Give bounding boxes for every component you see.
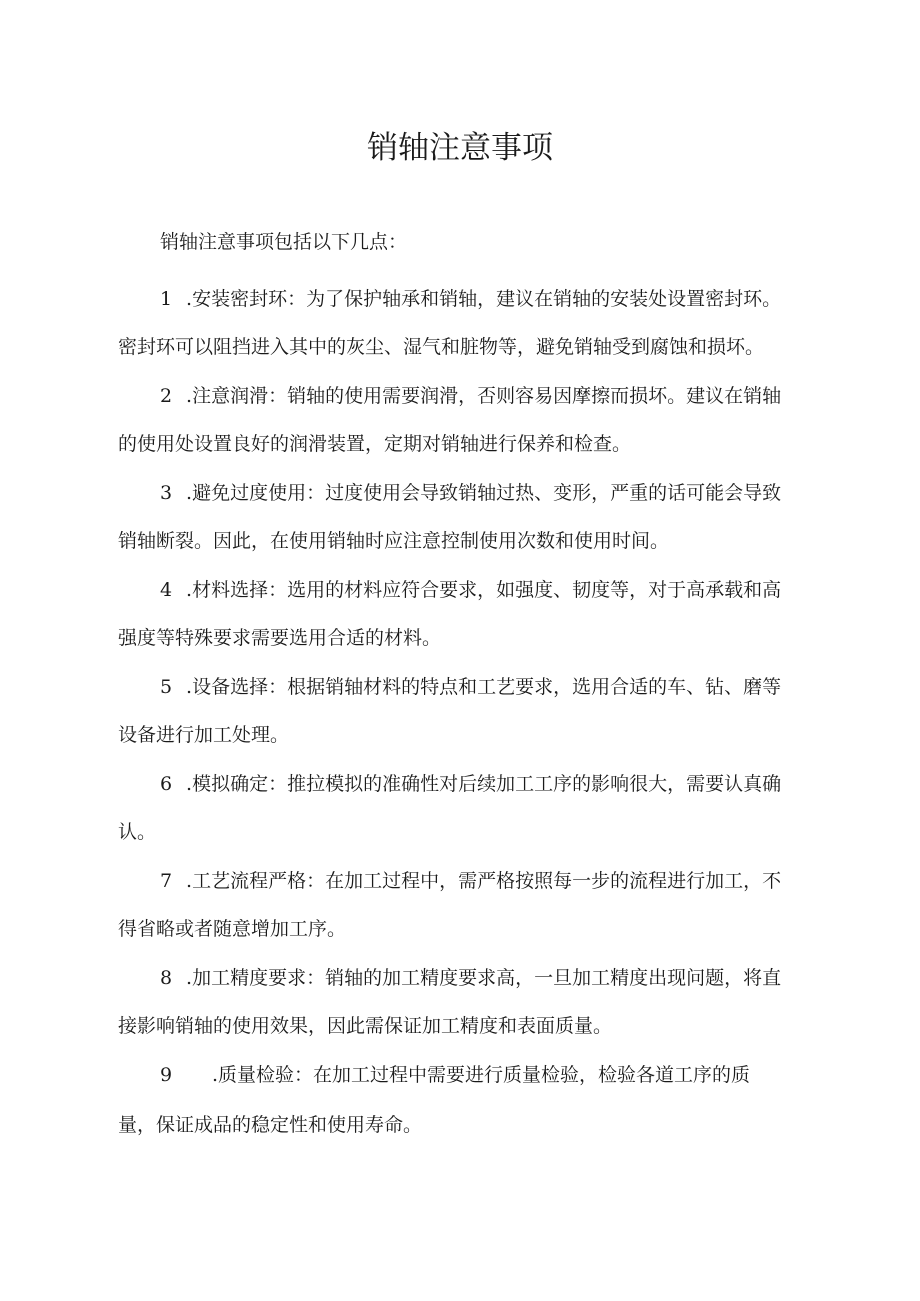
item-text-line-2: 密封环可以阻挡进入其中的灰尘、湿气和脏物等，避免销轴受到腐蚀和损坏。 (118, 336, 765, 358)
item-text-line-2: 得省略或者随意增加工序。 (118, 918, 347, 940)
item-text-line-1: .加工精度要求：销轴的加工精度要求高，一旦加工精度出现问题，将直 (186, 967, 782, 989)
item-text-line-1: .工艺流程严格：在加工过程中，需严格按照每一步的流程进行加工，不 (186, 870, 782, 892)
item-number: 3 (160, 482, 173, 504)
item-number: 2 (160, 385, 173, 407)
item-number: 9 (160, 1064, 173, 1086)
list-item-8 (118, 954, 818, 1050)
item-text-line-2: 销轴断裂。因此，在使用销轴时应注意控制使用次数和使用时间。 (118, 530, 670, 552)
item-text-line-2: 认。 (118, 821, 157, 843)
item-text-line-2: 强度等特殊要求需要选用合适的材料。 (118, 627, 442, 649)
item-text-line-1: .模拟确定：推拉模拟的准确性对后续加工工序的影响很大，需要认真确 (186, 773, 782, 795)
item-text-line-1: .安装密封环：为了保护轴承和销轴，建议在销轴的安装处设置密封环。 (186, 288, 782, 310)
item-text-line-1: .设备选择：根据销轴材料的特点和工艺要求，选用合适的车、钻、磨等 (186, 676, 782, 698)
list-item-1 (118, 275, 818, 371)
item-text-line-1: .注意润滑：销轴的使用需要润滑，否则容易因摩擦而损坏。建议在销轴 (186, 385, 782, 407)
intro-text: 销轴注意事项包括以下几点： (160, 231, 408, 253)
item-text-line-1: .材料选择：选用的材料应符合要求，如强度、韧度等，对于高承载和高 (186, 579, 782, 601)
list-item-9 (118, 1051, 818, 1149)
item-number: 7 (160, 870, 173, 892)
item-text-line-1: .质量检验：在加工过程中需要进行质量检验，检验各道工序的质 (212, 1064, 751, 1086)
item-text-line-2: 量，保证成品的稳定性和使用寿命。 (118, 1114, 423, 1136)
list-item-7 (118, 857, 818, 953)
item-text-line-1: .避免过度使用：过度使用会导致销轴过热、变形，严重的话可能会导致 (186, 482, 782, 504)
item-number: 6 (160, 773, 173, 795)
page-title: 销轴注意事项 (367, 130, 553, 166)
item-text-line-2: 设备进行加工处理。 (118, 724, 290, 746)
item-number: 4 (160, 579, 173, 601)
list-item-6 (118, 760, 818, 856)
item-text-line-2: 的使用处设置良好的润滑装置，定期对销轴进行保养和检查。 (118, 433, 632, 455)
item-number: 1 (160, 288, 173, 310)
item-number: 8 (160, 967, 173, 989)
list-item-2 (118, 372, 818, 468)
item-number: 5 (160, 676, 173, 698)
list-item-3 (118, 469, 818, 565)
list-item-4 (118, 566, 818, 662)
list-item-5 (118, 663, 818, 759)
item-text-line-2: 接影响销轴的使用效果，因此需保证加工精度和表面质量。 (118, 1015, 613, 1037)
